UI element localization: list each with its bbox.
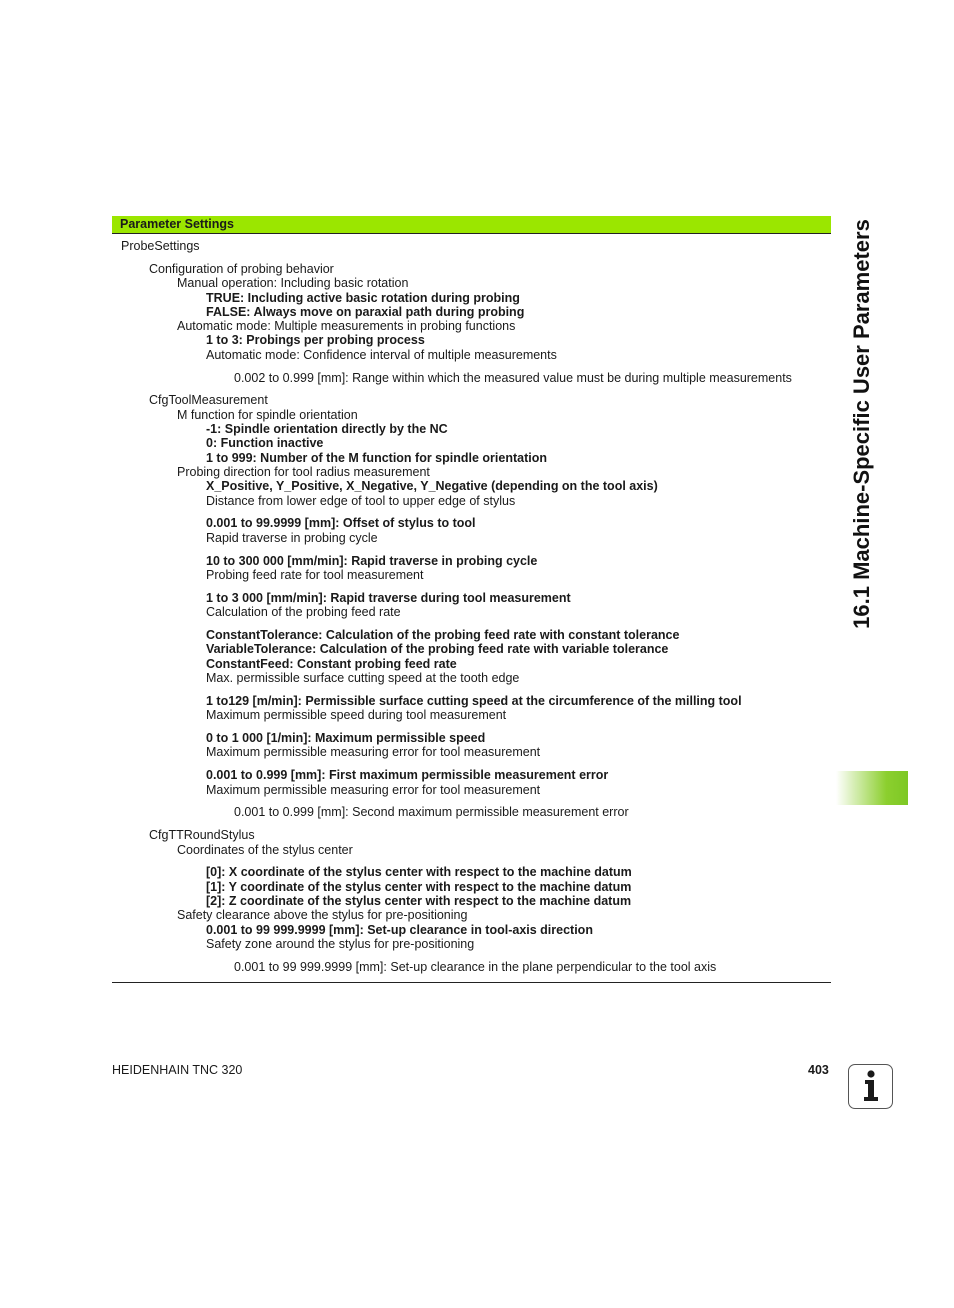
parameter-value: -1: Spindle orientation directly by the NC xyxy=(206,422,448,436)
parameter-value: 0.001 to 99.9999 [mm]: Offset of stylus to tool xyxy=(206,516,476,530)
parameter-value: [2]: Z coordinate of the stylus center with respect to the machine datum xyxy=(206,894,632,908)
parameter-label: Safety zone around the stylus for pre-positioning xyxy=(206,937,475,951)
parameter-label: 0.002 to 0.999 [mm]: Range within which the measured value must be during multiple measurements xyxy=(234,371,792,385)
parameter-label: 0.001 to 99 999.9999 [mm]: Set-up clearance in the plane perpendicular to the tool axis xyxy=(234,960,717,974)
parameter-label: Automatic mode: Multiple measurements in probing functions xyxy=(177,319,516,333)
parameter-label: M function for spindle orientation xyxy=(177,408,358,422)
parameter-value: 0: Function inactive xyxy=(206,436,324,450)
parameter-label: Maximum permissible measuring error for tool measurement xyxy=(206,783,541,797)
footer-product: HEIDENHAIN TNC 320 xyxy=(112,1063,243,1077)
parameter-value: [0]: X coordinate of the stylus center with respect to the machine datum xyxy=(206,865,632,879)
parameter-label: Probing feed rate for tool measurement xyxy=(206,568,424,582)
parameter-value: X_Positive, Y_Positive, X_Negative, Y_Negative (depending on the tool axis) xyxy=(206,479,658,493)
parameter-value: [1]: Y coordinate of the stylus center with respect to the machine datum xyxy=(206,880,632,894)
page-number: 403 xyxy=(808,1063,829,1077)
parameter-value: ConstantFeed: Constant probing feed rate xyxy=(206,657,457,671)
parameter-label: Safety clearance above the stylus for pre-positioning xyxy=(177,908,468,922)
divider xyxy=(112,982,831,983)
parameter-value: TRUE: Including active basic rotation during probing xyxy=(206,291,520,305)
parameter-value: FALSE: Always move on paraxial path during probing xyxy=(206,305,525,319)
parameter-label: ProbeSettings xyxy=(121,239,200,253)
parameter-value: 0.001 to 0.999 [mm]: First maximum permissible measurement error xyxy=(206,768,609,782)
parameter-value: 0 to 1 000 [1/min]: Maximum permissible speed xyxy=(206,731,486,745)
parameter-value: 1 to129 [m/min]: Permissible surface cutting speed at the circumference of the milling tool xyxy=(206,694,742,708)
section-title: Parameter Settings xyxy=(120,217,234,231)
parameter-value: 10 to 300 000 [mm/min]: Rapid traverse in probing cycle xyxy=(206,554,538,568)
chapter-title: 16.1 Machine-Specific User Parameters xyxy=(849,219,874,629)
parameter-label: Distance from lower edge of tool to upper edge of stylus xyxy=(206,494,516,508)
parameter-label: Maximum permissible measuring error for tool measurement xyxy=(206,745,541,759)
parameter-value: 1 to 3 000 [mm/min]: Rapid traverse during tool measurement xyxy=(206,591,571,605)
parameter-label: Probing direction for tool radius measurement xyxy=(177,465,430,479)
parameter-label: Maximum permissible speed during tool measurement xyxy=(206,708,507,722)
info-icon xyxy=(848,1064,893,1109)
parameter-label: 0.001 to 0.999 [mm]: Second maximum permissible measurement error xyxy=(234,805,629,819)
parameter-value: VariableTolerance: Calculation of the probing feed rate with variable tolerance xyxy=(206,642,669,656)
parameter-value: 0.001 to 99 999.9999 [mm]: Set-up clearance in tool-axis direction xyxy=(206,923,593,937)
section-header xyxy=(112,216,831,234)
parameter-label: Configuration of probing behavior xyxy=(149,262,334,276)
chapter-tab xyxy=(836,771,908,805)
parameter-label: CfgTTRoundStylus xyxy=(149,828,255,842)
parameter-label: Calculation of the probing feed rate xyxy=(206,605,401,619)
parameter-label: Rapid traverse in probing cycle xyxy=(206,531,378,545)
parameter-label: Manual operation: Including basic rotation xyxy=(177,276,409,290)
parameter-value: 1 to 999: Number of the M function for spindle orientation xyxy=(206,451,547,465)
parameter-label: Automatic mode: Confidence interval of multiple measurements xyxy=(206,348,557,362)
parameter-label: Coordinates of the stylus center xyxy=(177,843,353,857)
parameter-value: ConstantTolerance: Calculation of the probing feed rate with constant tolerance xyxy=(206,628,680,642)
parameter-label: CfgToolMeasurement xyxy=(149,393,268,407)
parameter-label: Max. permissible surface cutting speed at the tooth edge xyxy=(206,671,520,685)
parameter-value: 1 to 3: Probings per probing process xyxy=(206,333,425,347)
